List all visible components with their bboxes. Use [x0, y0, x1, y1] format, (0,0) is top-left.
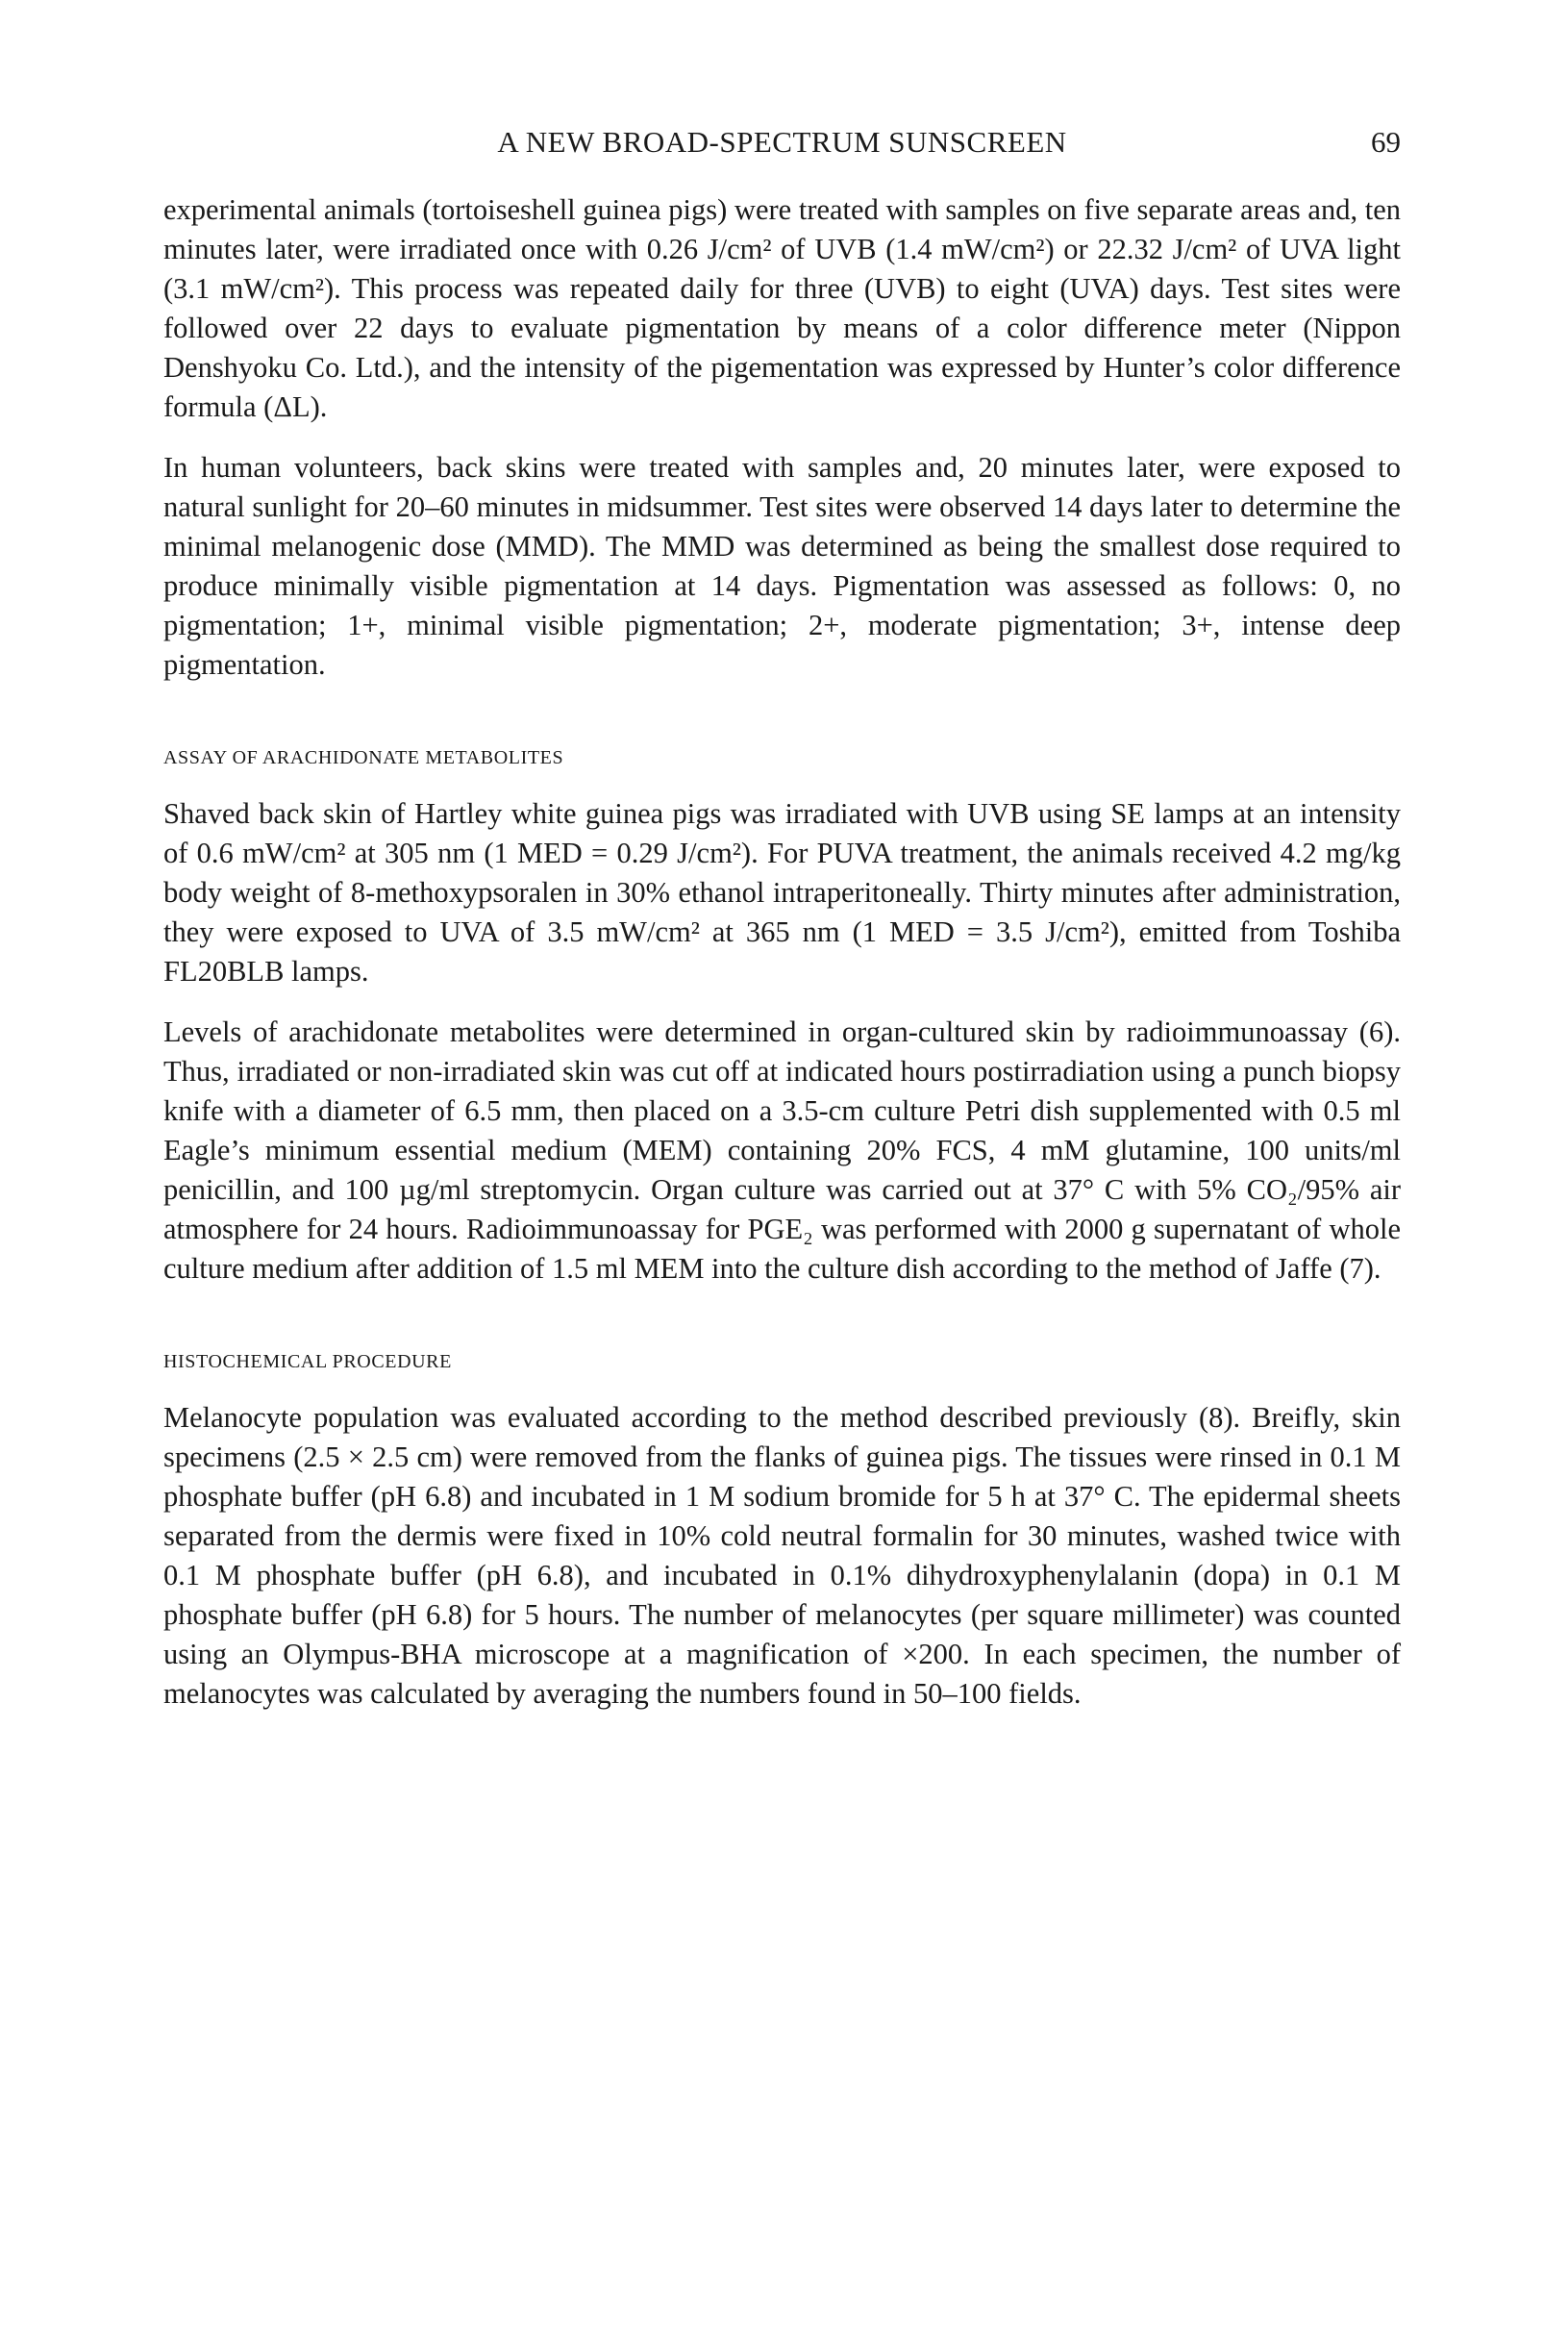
page-body	[163, 190, 1401, 1735]
running-title: A NEW BROAD-SPECTRUM SUNSCREEN	[497, 125, 1067, 159]
running-header	[163, 125, 1401, 167]
paragraph-animal-testing: experimental animals (tortoiseshell guinea pigs) were treated with samples on five separate areas and, ten minutes later, were irradiated once with 0.26 J/cm² of UVB (1.4 mW/cm²) or 22.32 J/cm² of UVA light (3.1 mW/cm²). This process was repeated daily for three (UVB) to eight (UVA) days. Test sites were followed over 22 days to evaluate pigmentation by means of a color difference meter (Nippon Denshyoku Co. Ltd.), and the intensity of the pigementation was expressed by Hunter’s color difference formula (ΔL).	[163, 193, 1401, 423]
paragraph-human-volunteers: In human volunteers, back skins were treated with samples and, 20 minutes later, were exposed to natural sunlight for 20–60 minutes in midsummer. Test sites were observed 14 days later to determine the minimal melanogenic dose (MMD). The MMD was determined as being the smallest dose required to produce minimally visible pigmentation at 14 days. Pigmentation was assessed as follows: 0, no pigmentation; 1+, minimal visible pigmentation; 2+, moderate pigmentation; 3+, intense deep pigmentation.	[163, 451, 1401, 681]
section-heading-histochemical: HISTOCHEMICAL PROCEDURE	[163, 1351, 452, 1372]
paragraph-assay-irradiation: Shaved back skin of Hartley white guinea pigs was irradiated with UVB using SE lamps at an intensity of 0.6 mW/cm² at 305 nm (1 MED = 0.29 J/cm²). For PUVA treatment, the animals received 4.2 mg/kg body weight of 8-methoxypsoralen in 30% ethanol intraperitoneally. Thirty minutes after administration, they were exposed to UVA of 3.5 mW/cm² at 365 nm (1 MED = 3.5 J/cm²), emitted from Toshiba FL20BLB lamps.	[163, 797, 1401, 988]
paragraph-assay-metabolites: Levels of arachidonate metabolites were determined in organ-cultured skin by radioimmunoassay (6). Thus, irradiated or non-irradiated skin was cut off at indicated hours postirradiation using a punch biopsy knife with a diameter of 6.5 mm, then placed on a 3.5-cm culture Petri dish supplemented with 0.5 ml Eagle’s minimum essential medium (MEM) containing 20% FCS, 4 mM glutamine, 100 units/ml penicillin, and 100 µg/ml streptomycin. Organ culture was carried out at 37° C with 5% CO₂/95% air atmosphere for 24 hours. Radioimmunoassay for PGE₂ was performed with 2000 g supernatant of whole culture medium after addition of 1.5 ml MEM into the culture dish according to the method of Jaffe (7).	[163, 1015, 1401, 1285]
section-heading-assay: ASSAY OF ARACHIDONATE METABOLITES	[163, 747, 564, 768]
paragraph-histochemical: Melanocyte population was evaluated according to the method described previously (8). Breifly, skin specimens (2.5 × 2.5 cm) were removed from the flanks of guinea pigs. The tissues were rinsed in 0.1 M phosphate buffer (pH 6.8) and incubated in 1 M sodium bromide for 5 h at 37° C. The epidermal sheets separated from the dermis were fixed in 10% cold neutral formalin for 30 minutes, washed twice with 0.1 M phosphate buffer (pH 6.8), and incubated in 0.1% dihydroxyphenylalanin (dopa) in 0.1 M phosphate buffer (pH 6.8) for 5 hours. The number of melanocytes (per square millimeter) was counted using an Olympus-BHA microscope at a magnification of ×200. In each specimen, the number of melanocytes was calculated by averaging the numbers found in 50–100 fields.	[163, 1401, 1401, 1710]
page-number: 69	[1371, 125, 1401, 159]
